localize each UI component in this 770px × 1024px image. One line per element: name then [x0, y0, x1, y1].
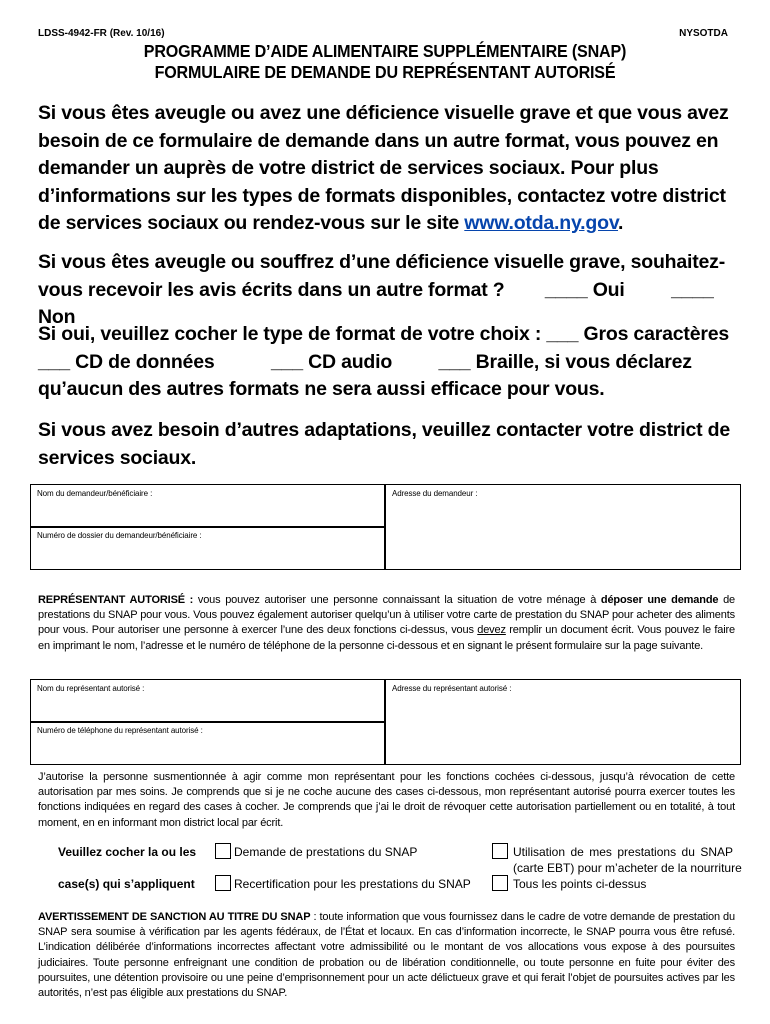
cd-audio-label: CD audio	[308, 350, 393, 373]
cd-donnees-label: CD de données	[75, 350, 215, 373]
accessibility-period: .	[618, 212, 624, 234]
other-accommodations-text: Si vous avez besoin d’autres adaptations, veuillez contacter votre district de services sociaux.	[38, 419, 731, 469]
applicant-name-label: Nom du demandeur/bénéficiaire :	[37, 489, 153, 498]
option-recert-label: Recertification pour les prestations du SNAP	[234, 877, 471, 891]
non-blank[interactable]: ____	[671, 278, 714, 301]
sanction-warning-paragraph	[38, 910, 735, 1001]
representative-paragraph: REPRÉSENTANT AUTORISÉ : vous pouvez autoriser une personne connaissant la situation de votre ménage à déposer une demande de prestations du SNAP pour vous. Vous pouvez également autoriser quelqu’un à utiliser votre carte de prestation du SNAP pour acheter des aliments pour vous. Pour autoriser une personne à exercer l’une des deux fonctions ci-dessus, vous devez remplir un document écrit. Vous pouvez le faire en imprimant le nom, l’adresse et le numéro de téléphone de la personne ci-dessous et en signant le présent formulaire sur la page suivante.	[38, 594, 736, 652]
rep-heading: REPRÉSENTANT AUTORISÉ :	[38, 594, 194, 606]
format-choice-paragraph	[38, 321, 738, 404]
applicant-address-label: Adresse du demandeur :	[392, 489, 478, 498]
form-subtitle: FORMULAIRE DE DEMANDE DU REPRÉSENTANT AUTORISÉ	[154, 62, 616, 82]
checkbox-demande[interactable]	[215, 843, 231, 859]
applicant-case-label: Numéro de dossier du demandeur/bénéficiaire :	[37, 531, 202, 540]
braille-label: Braille, si vous déclarez qu’aucun des autres formats ne sera aussi efficace pour vous.	[38, 350, 692, 400]
option-ebt-label-line2: (carte EBT) pour m’acheter de la nourriture	[513, 861, 742, 875]
form-id	[38, 28, 165, 39]
non-label: Non	[38, 306, 76, 328]
form-revision: (Rev. 10/16)	[109, 28, 165, 39]
form-title: PROGRAMME D’AIDE ALIMENTAIRE SUPPLÉMENTAIRE (SNAP)	[143, 41, 627, 61]
question-text: Si vous êtes aveugle ou souffrez d’une déficience visuelle grave, souhaitez-vous recevoir les avis écrits dans un autre format ?	[38, 251, 726, 301]
format-intro: Si oui, veuillez cocher le type de format de votre choix :	[38, 323, 542, 345]
authorization-paragraph: J’autorise la personne susmentionnée à agir comme mon représentant pour les fonctions cochées ci-dessous, jusqu’à révocation de cette autorisation par mes soins. Je comprends que si je ne coche aucune des cases ci-dessous, mon représentant autorisé pourra exercer toutes les fonctions indiquées en regard des cases à cocher. Je comprends que j’ai le droit de révoquer cette autorisation partiellement ou en totalité, à tout moment, en en informant mon district local par écrit.	[38, 771, 735, 829]
checkbox-instruction-line1: Veuillez cocher la ou les	[58, 845, 197, 859]
warning-text: : toute information que vous fournissez dans le cadre de votre demande de prestation du SNAP sera soumise à vérification par les agents fédéraux, de l’État et locaux. En cas d’information incorrecte, le SNAP pourra vous être refusé. L’indication délibérée d’informations incorrectes affectant votre admissibilité ou le montant de vos allocations vous expose à des poursuites judiciaires. Toute personne enfreignant une condition de probation ou de libération conditionnelle, ou toute personne en fuite pour éviter des poursuites, une détention provisoire ou une peine d’emprisonnement pour un acte délictueux grave et qui ferait l’objet de poursuites actives par les autorités, n’est pas éligible aux prestations du SNAP.	[38, 911, 735, 1000]
cd-audio-blank[interactable]: ___	[270, 350, 303, 373]
gros-label: Gros caractères	[583, 323, 730, 345]
oui-label: Oui	[592, 278, 625, 301]
rep-address-label: Adresse du représentant autorisé :	[392, 684, 512, 693]
form-number: LDSS-4942-FR	[38, 28, 107, 39]
cd-donnees-blank[interactable]: ___	[38, 350, 70, 373]
checkbox-ebt[interactable]	[492, 843, 508, 859]
accessibility-paragraph	[38, 100, 738, 238]
checkbox-all[interactable]	[492, 875, 508, 891]
alternate-format-question	[38, 249, 738, 332]
option-demande-label: Demande de prestations du SNAP	[234, 845, 418, 859]
warning-heading: AVERTISSEMENT DE SANCTION AU TITRE DU SNAP	[38, 911, 311, 923]
agency-name: NYSOTDA	[679, 28, 728, 39]
otda-website-link[interactable]: www.otda.ny.gov	[464, 212, 619, 234]
rep-name-label: Nom du représentant autorisé :	[37, 684, 145, 693]
checkbox-instruction-line2: case(s) qui s’appliquent	[58, 877, 195, 891]
checkbox-recertification[interactable]	[215, 875, 231, 891]
rep-phone-label: Numéro de téléphone du représentant autorisé :	[37, 726, 203, 735]
option-all-label: Tous les points ci-dessus	[513, 877, 647, 891]
accessibility-text: Si vous êtes aveugle ou avez une déficience visuelle grave et que vous avez besoin de ce formulaire de demande dans un autre format, vous pouvez en demander un auprès de votre district de services sociaux. Pour plus d’informations sur les types de formats disponibles, contactez votre district de services sociaux ou rendez-vous sur le site	[38, 102, 729, 234]
gros-blank[interactable]: ___	[546, 323, 579, 345]
oui-blank[interactable]: ____	[544, 278, 588, 301]
braille-blank[interactable]: ___	[438, 350, 471, 373]
option-ebt-label-line1: Utilisation de mes prestations du SNAP	[513, 845, 733, 859]
